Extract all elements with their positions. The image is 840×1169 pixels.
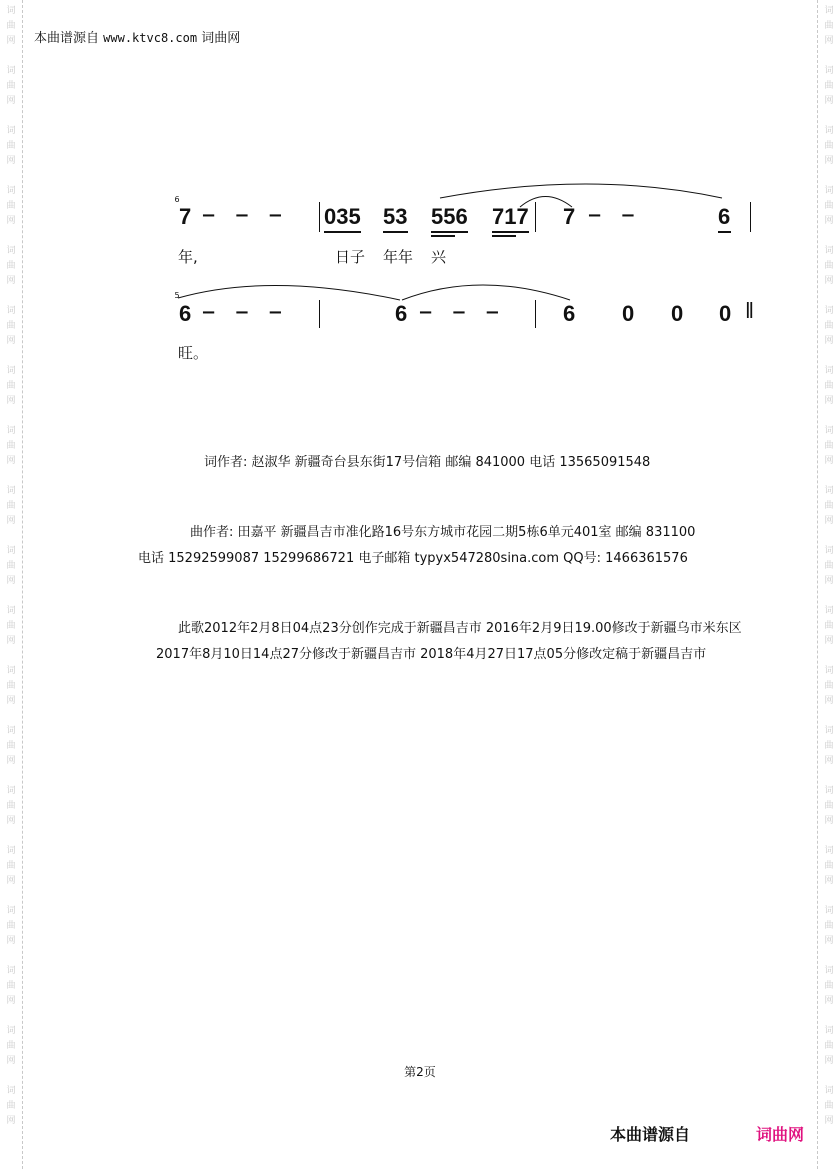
slur-line2-a [178,285,400,300]
watermark-glyph: 网 [824,936,834,946]
watermark-glyph: 词 [824,366,834,376]
watermark-glyph: 网 [6,636,16,646]
watermark-glyph: 词 [824,726,834,736]
watermark-glyph: 词 [824,666,834,676]
rest-line2-m3-2: 0 [622,301,635,326]
barline [319,300,320,328]
watermark-glyph: 曲 [6,741,16,751]
history-line-2: 2017年8月10日14点27分修改于新疆昌吉市 2018年4月27日17点05分修改定稿于新疆昌吉市 [156,647,707,662]
lyric: 日子 [335,248,366,266]
watermark-glyph: 曲 [6,321,16,331]
barline [535,300,536,328]
watermark-glyph: 曲 [6,621,16,631]
watermark-glyph: 曲 [6,141,16,151]
left-margin-line [22,0,23,1169]
underline [383,231,408,233]
lyric: 旺。 [178,344,209,362]
watermark-glyph: 网 [6,936,16,946]
lyric: 年年 [383,248,414,266]
source-url-link[interactable]: www.ktvc8.com [103,31,198,45]
note-group-53: 53 [383,204,408,229]
watermark-glyph: 网 [6,516,16,526]
final-barline: ‖ [745,298,755,323]
watermark-glyph: 网 [6,1056,16,1066]
watermark-glyph: 词 [6,1086,16,1096]
watermark-glyph: 词 [6,306,16,316]
watermark-glyph: 曲 [824,1041,834,1051]
watermark-glyph: 曲 [824,381,834,391]
watermark-glyph: 网 [824,96,834,106]
history-line-1: 此歌2012年2月8日04点23分创作完成于新疆昌吉市 2016年2月9日19.00修改于新疆乌市米东区 [178,621,742,636]
watermark-glyph: 曲 [824,561,834,571]
watermark-glyph: 曲 [6,81,16,91]
watermark-glyph: 网 [824,1116,834,1126]
watermark-glyph: 词 [824,306,834,316]
watermark-glyph: 网 [824,756,834,766]
watermark-glyph: 网 [6,1116,16,1126]
footer-site-link[interactable]: 词曲网 [756,1125,805,1144]
underline [492,231,529,233]
slur-line1-long [440,184,722,198]
note-line1-m3: 7 [563,204,576,229]
note-line1-m1: 7 [179,204,192,229]
watermark-glyph: 词 [6,6,16,16]
note-line2-m3-1: 6 [563,301,576,326]
watermark-glyph: 词 [824,486,834,496]
watermark-glyph: 词 [824,66,834,76]
underline [431,231,468,233]
dashes-line2-m2: − − − [418,302,506,323]
watermark-glyph: 网 [824,816,834,826]
watermark-glyph: 词 [824,606,834,616]
watermark-glyph: 网 [6,276,16,286]
note-line2-m1: 6 [179,301,192,326]
watermark-glyph: 网 [824,1056,834,1066]
watermark-glyph: 网 [6,396,16,406]
watermark-glyph: 词 [6,546,16,556]
source-header [34,27,240,46]
watermark-glyph: 词 [6,786,16,796]
lyric: 年, [178,248,198,266]
watermark-glyph: 曲 [6,861,16,871]
watermark-glyph: 曲 [6,381,16,391]
underline [431,235,455,237]
watermark-glyph: 曲 [6,1041,16,1051]
watermark-glyph: 曲 [6,261,16,271]
note-line1-m3-second: 6 [718,204,731,229]
watermark-glyph: 网 [824,576,834,586]
watermark-glyph: 曲 [824,741,834,751]
watermark-glyph: 网 [824,396,834,406]
watermark-glyph: 曲 [824,81,834,91]
watermark-glyph: 曲 [824,321,834,331]
watermark-glyph: 曲 [6,441,16,451]
watermark-glyph: 词 [824,6,834,16]
watermark-glyph: 网 [6,216,16,226]
watermark-glyph: 曲 [824,501,834,511]
watermark-glyph: 网 [824,456,834,466]
dashes-line2-m1: − − − [201,302,289,323]
rest-line2-m3-3: 0 [671,301,684,326]
watermark-glyph: 词 [824,846,834,856]
watermark-glyph: 曲 [6,201,16,211]
watermark-glyph: 词 [824,1086,834,1096]
watermark-glyph: 曲 [6,1101,16,1111]
watermark-glyph: 曲 [824,861,834,871]
dashes-line1-m3: − − [587,205,642,226]
watermark-glyph: 词 [6,486,16,496]
watermark-glyph: 网 [824,36,834,46]
watermark-glyph: 网 [824,156,834,166]
watermark-glyph: 曲 [824,141,834,151]
watermark-glyph: 词 [6,1026,16,1036]
watermark-glyph: 曲 [824,21,834,31]
watermark-glyph: 词 [824,906,834,916]
watermark-glyph: 曲 [824,621,834,631]
watermark-glyph: 网 [824,996,834,1006]
watermark-glyph: 词 [824,1026,834,1036]
grace-note-line2: 5 [174,291,180,300]
note-line2-m2: 6 [395,301,408,326]
watermark-glyph: 曲 [824,801,834,811]
watermark-glyph: 网 [6,576,16,586]
watermark-glyph: 网 [6,756,16,766]
watermark-glyph: 网 [824,216,834,226]
watermark-glyph: 曲 [824,981,834,991]
watermark-glyph: 词 [824,186,834,196]
watermark-glyph: 词 [824,966,834,976]
watermark-glyph: 词 [6,426,16,436]
watermark-glyph: 网 [824,876,834,886]
watermark-glyph: 曲 [6,21,16,31]
watermark-glyph: 词 [824,246,834,256]
watermark-glyph: 网 [6,696,16,706]
watermark-glyph: 词 [824,786,834,796]
barline [535,202,536,232]
right-margin-line [817,0,818,1169]
composer-info: 曲作者: 田嘉平 新疆昌吉市准化路16号东方城市花园二期5栋6单元401室 邮编 831100 [190,525,696,540]
watermark-glyph: 曲 [824,1101,834,1111]
watermark-glyph: 词 [824,426,834,436]
underline [492,235,516,237]
watermark-glyph: 网 [6,96,16,106]
watermark-glyph: 曲 [6,981,16,991]
watermark-glyph: 曲 [824,441,834,451]
watermark-glyph: 网 [6,156,16,166]
watermark-glyph: 网 [6,816,16,826]
barline [319,202,320,232]
dashes-line1-m1: − − − [201,205,289,226]
watermark-glyph: 网 [824,696,834,706]
watermark-glyph: 曲 [824,201,834,211]
watermark-glyph: 曲 [6,561,16,571]
watermark-glyph: 曲 [824,261,834,271]
footer-source-text: 本曲谱源自 [610,1125,691,1144]
watermark-glyph: 词 [6,246,16,256]
watermark-glyph: 网 [6,456,16,466]
watermark-glyph: 词 [6,606,16,616]
barline [750,202,751,232]
watermark-glyph: 词 [6,846,16,856]
watermark-glyph: 曲 [824,681,834,691]
watermark-glyph: 词 [6,906,16,916]
watermark-glyph: 曲 [6,501,16,511]
watermark-glyph: 词 [6,726,16,736]
source-site-name: 词曲网 [201,31,241,46]
watermark-glyph: 曲 [6,681,16,691]
watermark-glyph: 曲 [6,801,16,811]
watermark-glyph: 词 [6,366,16,376]
watermark-glyph: 词 [6,126,16,136]
watermark-glyph: 词 [6,186,16,196]
watermark-glyph: 网 [6,36,16,46]
watermark-glyph: 网 [824,516,834,526]
note-group-717: 717 [492,204,529,229]
watermark-glyph: 曲 [6,921,16,931]
watermark-glyph: 网 [6,996,16,1006]
note-group-556: 556 [431,204,468,229]
grace-note-line1: 6 [174,195,180,204]
rest-line2-m3-4: 0 [719,301,732,326]
watermark-glyph: 网 [824,276,834,286]
lyric: 兴 [431,248,447,266]
watermark-glyph: 网 [6,876,16,886]
watermark-glyph: 词 [6,666,16,676]
source-header-text: 本曲谱源自 [34,31,100,46]
watermark-glyph: 词 [824,546,834,556]
slur-line2-b [402,285,570,300]
lyricist-info: 词作者: 赵淑华 新疆奇台县东街17号信箱 邮编 841000 电话 13565091548 [204,455,651,470]
contact-info: 电话 15292599087 15299686721 电子邮箱 typyx547280sina.com QQ号: 1466361576 [138,551,688,566]
watermark-glyph: 曲 [824,921,834,931]
page-number: 第2页 [404,1065,436,1079]
watermark-glyph: 词 [824,126,834,136]
underline [324,231,361,233]
watermark-glyph: 网 [6,336,16,346]
underline [718,231,731,233]
watermark-glyph: 词 [6,966,16,976]
note-group-035: 035 [324,204,361,229]
watermark-glyph: 网 [824,336,834,346]
watermark-glyph: 网 [824,636,834,646]
watermark-glyph: 词 [6,66,16,76]
